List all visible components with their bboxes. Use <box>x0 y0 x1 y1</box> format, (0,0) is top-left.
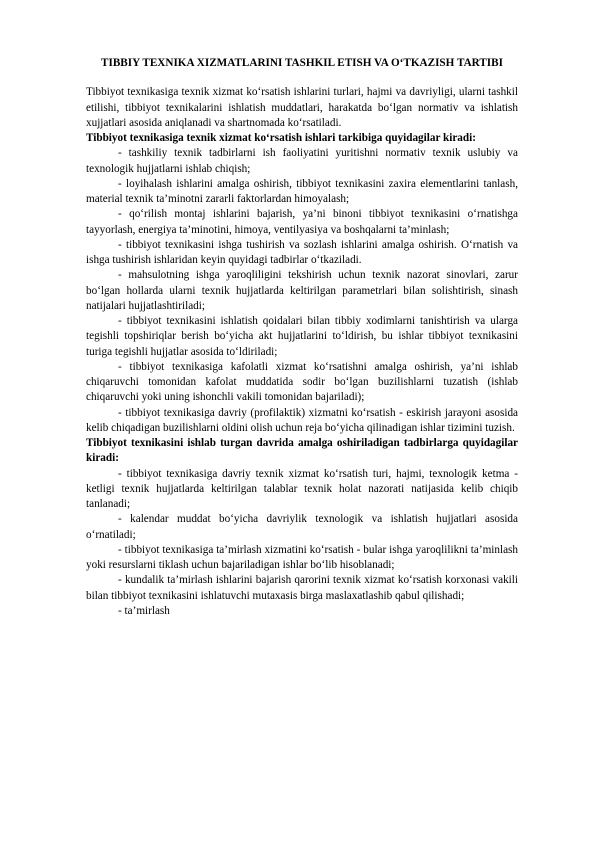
section1-heading: Tibbiyot texnikasiga texnik xizmat ko‘rsatish ishlari tarkibiga quyidagilar kiradi: <box>86 132 476 144</box>
list-item: - qo‘rilish montaj ishlarini bajarish, ya’ni binoni tibbiyot texnikasini o‘rnatishga tayyorlash, energiya ta’minotini, himoya, ventilyasiya va boshqalarni ta’minlash; <box>86 208 518 236</box>
list-item: - tibbiyot texnikasini ishlatish qoidalari bilan tibbiy xodimlarni tanishtirish va ularga tegishli topshiriqlar berish bo‘yicha akt hujjatlarini to‘ldirish, bu ishlar tibbiyot texnikasini turiga tegishli hujjatlar asosida to‘ldiriladi; <box>86 315 518 358</box>
list-item: - loyihalash ishlarini amalga oshirish, tibbiyot texnikasini zaxira elementlarini tanlash, material texnik ta’minotni zararli faktorlardan himoyalash; <box>86 177 518 205</box>
list-item: - tashkiliy texnik tadbirlarni ish faoliyatini yuritishni normativ texnik uslubiy va texnologik hujjatlarni ishlab chiqish; <box>86 147 518 175</box>
document-page <box>86 56 518 619</box>
list-item: - tibbiyot texnikasiga kafolatli xizmat ko‘rsatishni amalga oshirish, ya’ni ishlab chiqaruvchi tomonidan kafolat muddatida sodir bo‘lgan buzilishlarni tuzatish (ishlab chiqaruvchi yoki uning ishonchli vakili tomonidan bajariladi); <box>86 360 518 404</box>
section2-heading: Tibbiyot texnikasini ishlab turgan davrida amalga oshiriladigan tadbirlarga quyidagilar kiradi: <box>86 437 518 465</box>
list-item: - kalendar muddat bo‘yicha davriylik texnologik va ishlatish hujjatlari asosida o‘rnatiladi; <box>86 513 518 541</box>
document-title: TIBBIY TEXNIKA XIZMATLARINI TASHKIL ETISH VA O‘TKAZISH TARTIBI <box>101 57 503 69</box>
section2-list <box>86 467 518 620</box>
list-item: - tibbiyot texnikasini ishga tushirish va sozlash ishlarini amalga oshirish. O‘rnatish va ishga tushirish ishlaridan keyin quyidagi tadbirlar o‘tkaziladi. <box>86 238 518 266</box>
list-item: - tibbiyot texnikasiga davriy texnik xizmat ko‘rsatish turi, hajmi, texnologik ketma - ketligi texnik hujjatlarda keltirilgan talablar texnik holat nazorati natijasida kelib chiqib tanlanadi; <box>86 467 518 510</box>
intro-paragraph: Tibbiyot texnikasiga texnik xizmat ko‘rsatish ishlarini turlari, hajmi va davriyligi, ularni tashkil etilishi, tibbiyot texnikalarini ishlatish muddatlari, harakatda bo‘lgan normativ va ishlatish xujjatlari asosida aniqlanadi va shartnomada ko‘rsatiladi. <box>86 86 518 129</box>
list-item: - ta’mirlash <box>118 604 170 617</box>
section1-list <box>86 146 518 436</box>
list-item: - kundalik ta’mirlash ishlarini bajarish qarorini texnik xizmat ko‘rsatish korxonasi vakili bilan tibbiyot texnikasini ishlatuvchi mutaxasis birga maslaxatlashib qabul qilishadi; <box>86 574 518 602</box>
list-item: - mahsulotning ishga yaroqliligini tekshirish uchun texnik nazorat sinovlari, zarur bo‘lgan hollarda ularni texnik hujjatlarda keltirilgan parametrlari bilan solishtirish, sinash natijalari hujjatlashtiriladi; <box>86 269 518 312</box>
list-item: - tibbiyot texnikasiga ta’mirlash xizmatini ko‘rsatish - bular ishga yaroqlilikni ta’minlash yoki resurslarni tiklash uchun bajariladigan ishlar bo‘lib hisoblanadi; <box>86 543 518 571</box>
list-item: - tibbiyot texnikasiga davriy (profilaktik) xizmatni ko‘rsatish - eskirish jarayoni asosida kelib chiqadigan buzilishlarni oldini olish uchun reja bo‘yicha qilinadigan ishlar tizimini tuzish. <box>86 406 518 434</box>
